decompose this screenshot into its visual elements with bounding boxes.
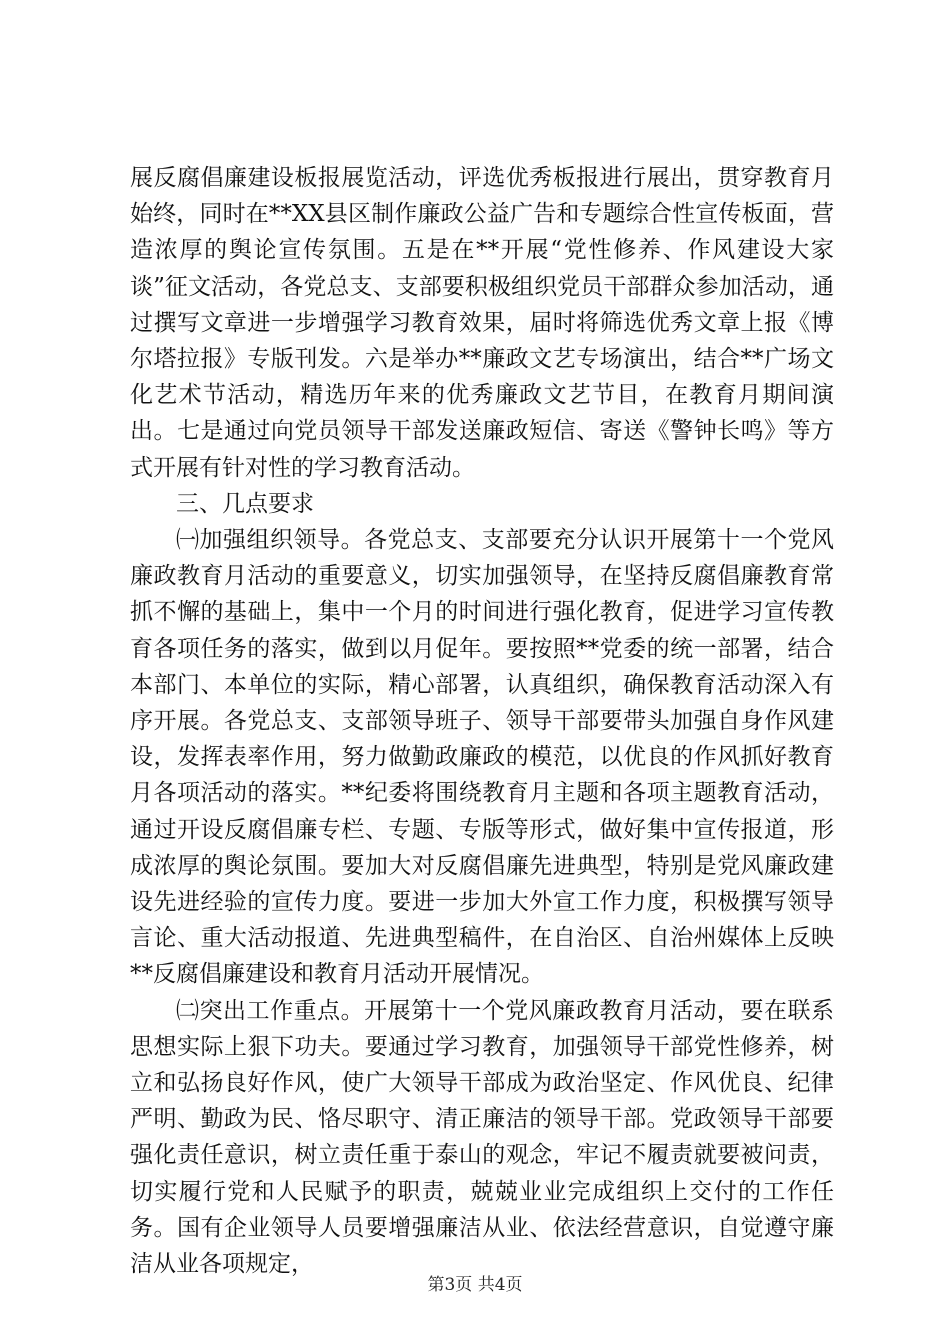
paragraph-1: 展反腐倡廉建设板报展览活动，评选优秀板报进行展出，贯穿教育月始终，同时在**XX县区制作廉政公益广告和专题综合性宣传板面，营造浓厚的舆论宣传氛围。五是在**开展“党性修养、作风建设大家谈”征文活动，各党总支、支部要积极组织党员干部群众参加活动，通过撰写文章进一步增强学习教育效果，届时将筛选优秀文章上报《博尔塔拉报》专版刊发。六是举办**廉政文艺专场演出，结合**广场文化艺术节活动，精选历年来的优秀廉政文艺节目，在教育月期间演出。七是通过向党员领导干部发送廉政短信、寄送《警钟长鸣》等方式开展有针对性的学习教育活动。 — [130, 165, 834, 481]
paragraph-3: ㈡突出工作重点。开展第十一个党风廉政教育月活动，要在联系思想实际上狠下功夫。要通过学习教育，加强领导干部党性修养，树立和弘扬良好作风，使广大领导干部成为政治坚定、作风优良、纪律严明、勤政为民、恪尽职守、清正廉洁的领导干部。党政领导干部要强化责任意识，树立责任重于泰山的观念，牢记不履责就要被问责，切实履行党和人民赋予的职责，兢兢业业完成组织上交付的工作任务。国有企业领导人员要增强廉洁从业、依法经营意识，自觉遵守廉洁从业各项规定， — [130, 997, 834, 1278]
document-body — [130, 160, 834, 1282]
page-footer: 第3页 共4页 — [427, 1275, 523, 1295]
paragraph-2: ㈠加强组织领导。各党总支、支部要充分认识开展第十一个党风廉政教育月活动的重要意义，切实加强领导，在坚持反腐倡廉教育常抓不懈的基础上，集中一个月的时间进行强化教育，促进学习宣传教育各项任务的落实，做到以月促年。要按照**党委的统一部署，结合本部门、本单位的实际，精心部署，认真组织，确保教育活动深入有序开展。各党总支、支部领导班子、领导干部要带头加强自身作风建设，发挥表率作用，努力做勤政廉政的模范，以优良的作风抓好教育月各项活动的落实。**纪委将围绕教育月主题和各项主题教育活动，通过开设反腐倡廉专栏、专题、专版等形式，做好集中宣传报道，形成浓厚的舆论氛围。要加大对反腐倡廉先进典型，特别是党风廉政建设先进经验的宣传力度。要进一步加大外宣工作力度，积极撰写领导言论、重大活动报道、先进典型稿件，在自治区、自治州媒体上反映**反腐倡廉建设和教育月活动开展情况。 — [130, 527, 834, 988]
section-heading: 三、几点要求 — [176, 490, 314, 517]
